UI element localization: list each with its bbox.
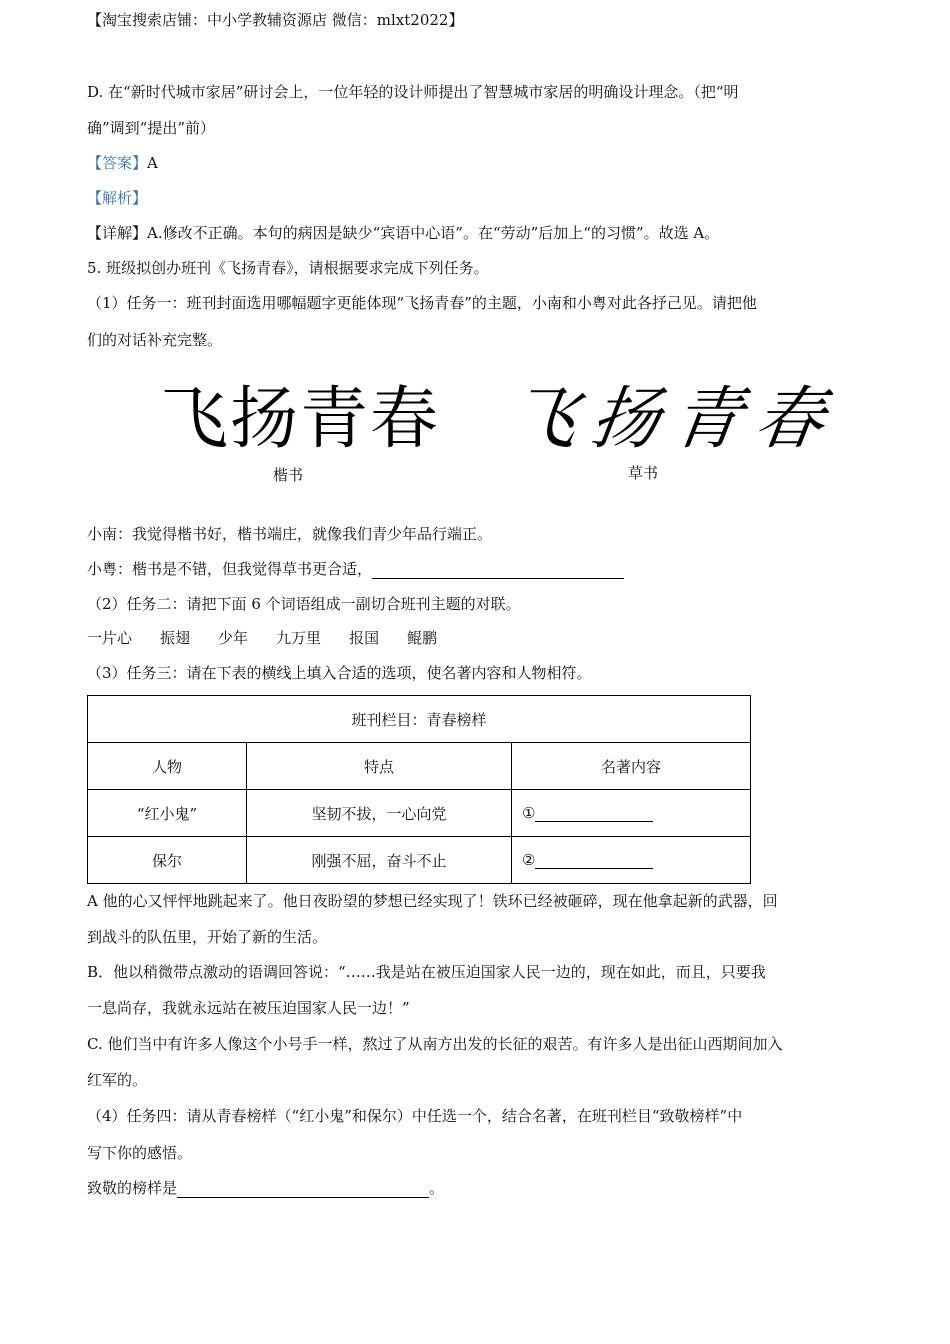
answer-value: A bbox=[147, 154, 158, 172]
final-prefix: 致敬的榜样是 bbox=[87, 1179, 178, 1197]
word-item: 鲲鹏 bbox=[407, 629, 438, 647]
option-a-line1: A 他的心又怦怦地跳起来了。他日夜盼望的梦想已经实现了！铁环已经被砸碎，现在他拿起新的武器，回 bbox=[87, 892, 778, 910]
kaishu-text: 飞扬青春 bbox=[160, 380, 441, 459]
header-trait: 特点 bbox=[247, 743, 512, 790]
q5-stem: 5. 班级拟创办班刊《飞扬青春》，请根据要求完成下列任务。 bbox=[87, 259, 489, 277]
table-title-row bbox=[88, 696, 751, 743]
xiaoyue-line bbox=[87, 559, 624, 579]
option-d-line1: D. 在“新时代城市家居”研讨会上，一位年轻的设计师提出了智慧城市家居的明确设计理念。（把“明 bbox=[87, 83, 739, 101]
row-person: 保尔 bbox=[88, 837, 247, 884]
header-content: 名著内容 bbox=[512, 743, 751, 790]
option-c-line1: C. 他们当中有许多人像这个小号手一样，熬过了从南方出发的长征的艰苦。有许多人是出征山西期间加入 bbox=[87, 1035, 783, 1053]
word-item: 振翅 bbox=[160, 629, 191, 647]
caoshu-text: 飞扬青春 bbox=[503, 380, 843, 459]
content-marker: ① bbox=[522, 804, 536, 822]
table-title: 班刊栏目：青春榜样 bbox=[88, 696, 751, 743]
caoshu-caption: 草书 bbox=[628, 464, 659, 482]
task4-line1: （4）任务四：请从青春榜样（“红小鬼”和保尔）中任选一个，结合名著，在班刊栏目“致敬榜样”中 bbox=[87, 1107, 743, 1125]
task3-line: （3）任务三：请在下表的横线上填入合适的选项，使名著内容和人物相符。 bbox=[87, 664, 592, 682]
role-model-table bbox=[87, 695, 751, 884]
option-c-line2: 红军的。 bbox=[87, 1071, 148, 1089]
option-d-line2: 确”调到“提出”前） bbox=[87, 119, 216, 137]
table-row bbox=[88, 790, 751, 837]
row-person: “红小鬼” bbox=[88, 790, 247, 837]
final-suffix: 。 bbox=[429, 1179, 445, 1197]
content-blank-1[interactable] bbox=[535, 805, 653, 822]
word-item: 报国 bbox=[349, 629, 380, 647]
option-b-line2: 一息尚存，我就永远站在被压迫国家人民一边！” bbox=[87, 999, 410, 1017]
header-person: 人物 bbox=[88, 743, 247, 790]
word-item: 九万里 bbox=[276, 629, 322, 647]
row-content bbox=[512, 790, 751, 837]
row-content bbox=[512, 837, 751, 884]
role-model-blank[interactable] bbox=[177, 1181, 429, 1198]
xiaoyue-answer-blank[interactable] bbox=[372, 562, 624, 579]
task2-line: （2）任务二：请把下面 6 个词语组成一副切合班刊主题的对联。 bbox=[87, 595, 521, 613]
calligraphy-image bbox=[155, 380, 843, 490]
option-b-line1: B．他以稍微带点激动的语调回答说：“……我是站在被压迫国家人民一边的，现在如此，而且，只要我 bbox=[87, 963, 766, 981]
word-item: 一片心 bbox=[87, 629, 133, 647]
word-item: 少年 bbox=[218, 629, 249, 647]
content-blank-2[interactable] bbox=[535, 852, 653, 869]
page-header: 【淘宝搜索店铺：中小学教辅资源店 微信：mlxt2022】 bbox=[87, 11, 464, 29]
detail-line bbox=[87, 223, 719, 243]
final-line bbox=[87, 1178, 444, 1198]
task1-line1: （1）任务一：班刊封面选用哪幅题字更能体现“飞扬青春”的主题，小南和小粤对此各抒己见。请把他 bbox=[87, 294, 757, 312]
xiaonan-line: 小南：我觉得楷书好，楷书端庄，就像我们青少年品行端正。 bbox=[87, 525, 493, 543]
xiaoyue-text: 小粤：楷书是不错，但我觉得草书更合适， bbox=[87, 560, 373, 578]
table-row bbox=[88, 837, 751, 884]
kaishu-caption: 楷书 bbox=[273, 466, 304, 484]
calligraphy-svg bbox=[155, 380, 843, 490]
row-trait: 坚韧不拔，一心向党 bbox=[247, 790, 512, 837]
task4-line2: 写下你的感悟。 bbox=[87, 1144, 193, 1162]
table-header-row bbox=[88, 743, 751, 790]
analysis-label: 【解析】 bbox=[87, 189, 148, 207]
option-a-line2: 到战斗的队伍里，开始了新的生活。 bbox=[87, 928, 328, 946]
detail-text: A.修改不正确。本句的病因是缺少“宾语中心语”。在“劳动”后加上“的习惯”。故选 A。 bbox=[147, 224, 720, 242]
answer-line bbox=[87, 153, 158, 173]
content-marker: ② bbox=[522, 851, 536, 869]
word-list bbox=[87, 628, 465, 648]
task1-line2: 们的对话补充完整。 bbox=[87, 331, 223, 349]
row-trait: 刚强不屈，奋斗不止 bbox=[247, 837, 512, 884]
answer-label: 【答案】 bbox=[87, 154, 148, 172]
detail-label: 【详解】 bbox=[87, 224, 148, 242]
